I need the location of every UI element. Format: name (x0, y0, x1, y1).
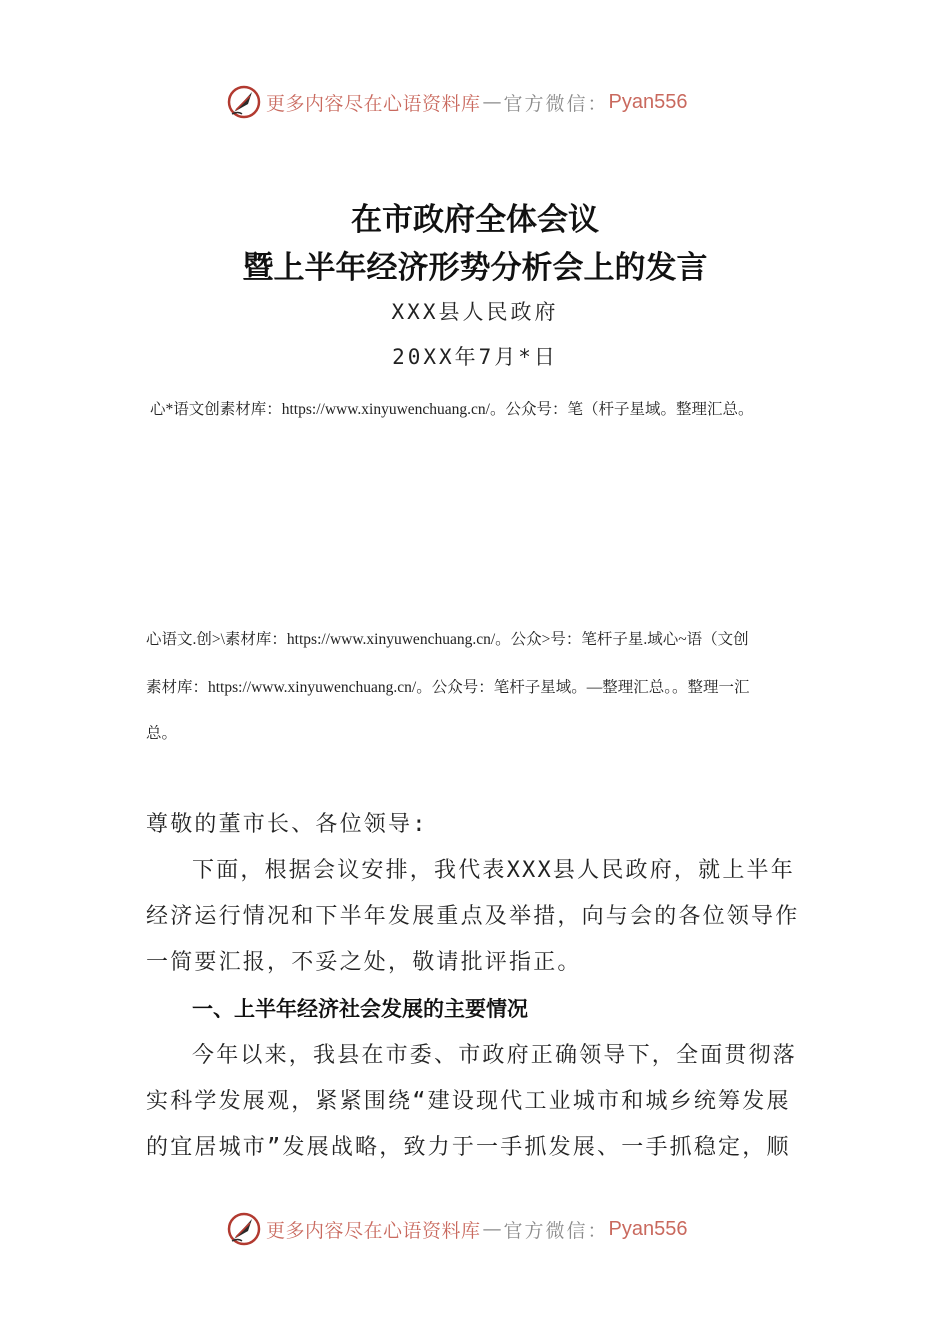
source-note-line: 总。 (146, 725, 178, 742)
page-title-line-1: 在市政府全体会议 (351, 202, 599, 238)
banner-text: 更多内容尽在心语资料库 (266, 1219, 481, 1242)
paragraph-line: 实科学发展观，紧紧围绕“建设现代工业城市和城乡统筹发展 (146, 1089, 791, 1114)
header-banner (226, 82, 688, 122)
banner-separator: — (482, 1218, 502, 1240)
source-note-top: 心*语文创素材库：https://www.xinyuwenchuang.cn/。公众号：笔（杆子星域。整理汇总。 (150, 401, 754, 418)
banner-wechat-id: Pyan556 (608, 1217, 688, 1240)
banner-wechat-label: 官方微信： (503, 1219, 609, 1242)
source-note-line: 心语文.创>\素材库：https://www.xinyuwenchuang.cn/。公众>号：笔杆子星.域心~语（文创 (146, 631, 749, 648)
paragraph-line: 的宜居城市”发展战略，致力于一手抓发展、一手抓稳定，顺 (146, 1135, 791, 1160)
banner-separator: — (482, 91, 502, 113)
salutation: 尊敬的董市长、各位领导: (146, 812, 428, 837)
banner-wechat-id: Pyan556 (608, 90, 688, 113)
author: XXX县人民政府 (391, 300, 559, 324)
footer-banner (226, 1209, 688, 1249)
paragraph-line: 今年以来，我县在市委、市政府正确领导下，全面贯彻落 (192, 1043, 798, 1068)
paragraph-line: 经济运行情况和下半年发展重点及举措，向与会的各位领导作 (146, 904, 800, 929)
quill-logo-icon (226, 84, 262, 120)
page-title-line-2: 暨上半年经济形势分析会上的发言 (242, 250, 708, 286)
quill-logo-icon (226, 1211, 262, 1247)
section-heading: 一、上半年经济社会发展的主要情况 (192, 997, 528, 1021)
banner-wechat-label: 官方微信： (503, 92, 609, 115)
date: 20XX年7月*日 (392, 345, 558, 369)
paragraph-line: 一简要汇报，不妥之处，敬请批评指正。 (146, 950, 582, 975)
source-note-line: 素材库：https://www.xinyuwenchuang.cn/。公众号：笔杆子星域。—整理汇总。。整理一汇 (146, 679, 750, 696)
paragraph-line: 下面，根据会议安排，我代表XXX县人民政府，就上半年 (192, 858, 795, 883)
banner-text: 更多内容尽在心语资料库 (266, 92, 481, 115)
